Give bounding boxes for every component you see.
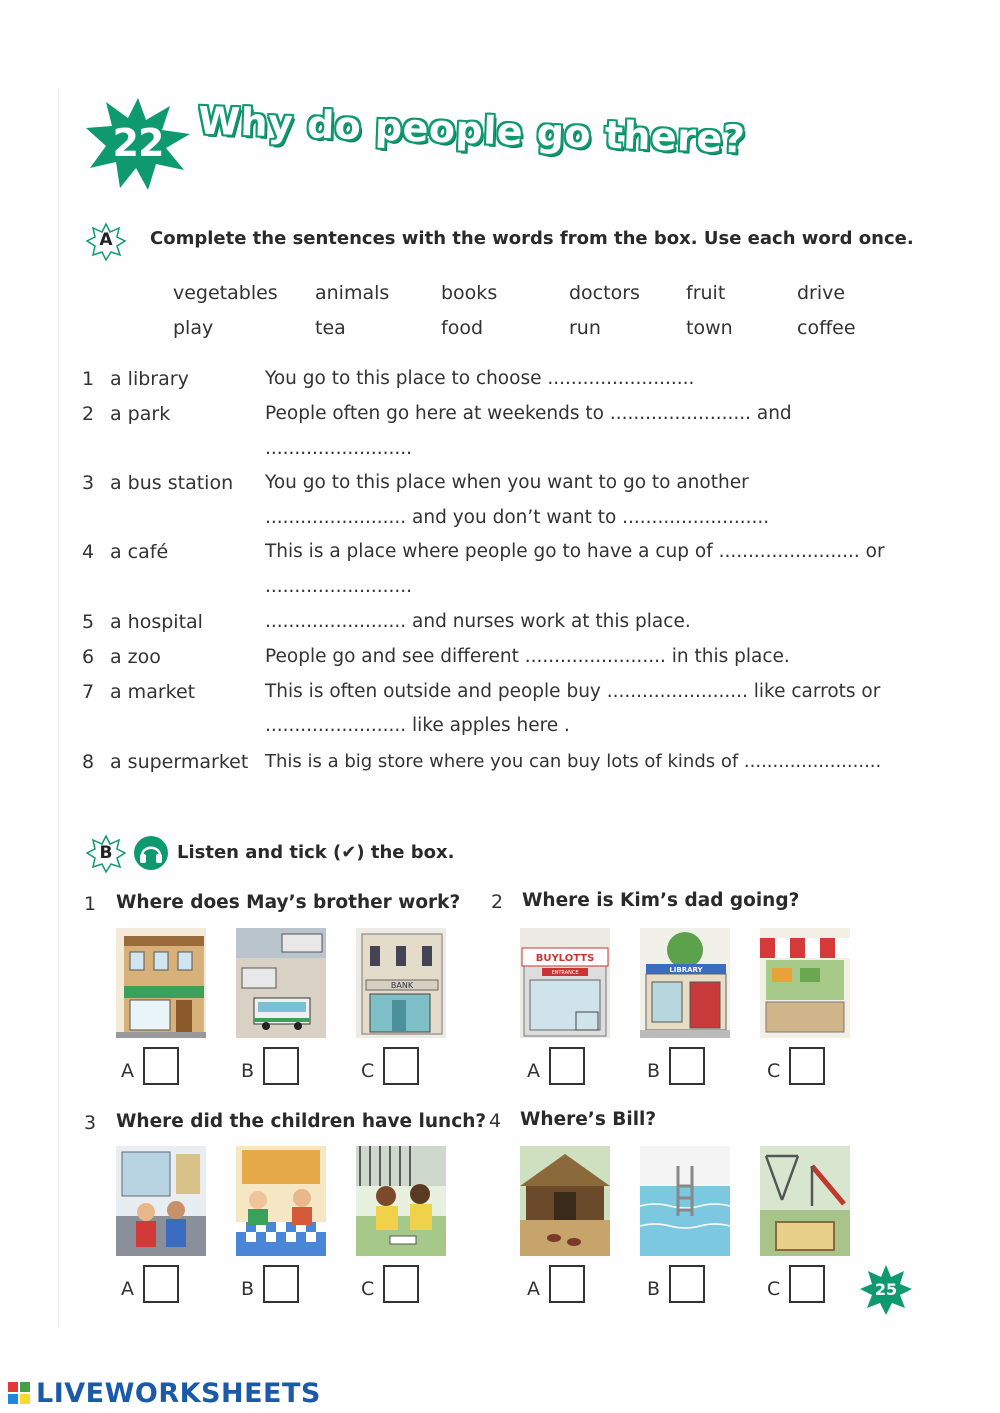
tick-box-q2-a[interactable] bbox=[549, 1047, 585, 1085]
word-box-item: vegetables bbox=[173, 282, 278, 304]
library-picture bbox=[640, 928, 730, 1038]
tick-box-q4-a[interactable] bbox=[549, 1265, 585, 1303]
office-picture bbox=[116, 1146, 206, 1256]
farm-picture bbox=[520, 1146, 610, 1256]
bus-station-picture bbox=[236, 928, 326, 1038]
option-letter: A bbox=[121, 1060, 134, 1082]
word-box-item: animals bbox=[315, 282, 390, 304]
svg-text:ENTRANCE: ENTRANCE bbox=[551, 970, 579, 976]
item-sentence[interactable]: This is often outside and people buy ........................ like carrots or bbox=[265, 681, 881, 702]
option-letter: A bbox=[527, 1278, 540, 1300]
option-letter: B bbox=[241, 1060, 255, 1082]
market-picture bbox=[760, 928, 850, 1038]
headphones-icon bbox=[133, 835, 169, 871]
item-number: 6 bbox=[82, 646, 95, 668]
tick-box-q1-c[interactable] bbox=[383, 1047, 419, 1085]
option-letter: C bbox=[361, 1060, 375, 1082]
item-sentence[interactable]: ........................ and you don’t want to ......................... bbox=[265, 507, 770, 528]
option-letter: A bbox=[121, 1278, 134, 1300]
question-text: Where’s Bill? bbox=[520, 1109, 657, 1130]
item-number: 7 bbox=[82, 681, 95, 703]
item-place: a library bbox=[110, 368, 189, 390]
question-text: Where does May’s brother work? bbox=[116, 892, 461, 913]
word-box-item: play bbox=[173, 317, 214, 339]
item-place: a supermarket bbox=[110, 751, 249, 773]
option-letter: C bbox=[361, 1278, 375, 1300]
item-number: 2 bbox=[82, 403, 95, 425]
question-text: Where is Kim’s dad going? bbox=[522, 890, 800, 911]
item-place: a market bbox=[110, 681, 196, 703]
cafe-picture bbox=[236, 1146, 326, 1256]
word-box-item: drive bbox=[797, 282, 846, 304]
word-box-item: town bbox=[686, 317, 733, 339]
svg-text:BUYLOTTS: BUYLOTTS bbox=[535, 953, 595, 964]
picnic-picture bbox=[356, 1146, 446, 1256]
bank-picture bbox=[356, 928, 446, 1038]
liveworksheets-logo-icon bbox=[8, 1382, 32, 1406]
item-place: a bus station bbox=[110, 472, 234, 494]
section-b-letter: B bbox=[99, 843, 113, 863]
unit-title: Why do people go there? bbox=[197, 98, 747, 162]
option-letter: B bbox=[241, 1278, 255, 1300]
item-number: 3 bbox=[82, 472, 95, 494]
item-place: a park bbox=[110, 403, 171, 425]
shop-picture bbox=[116, 928, 206, 1038]
page-number: 25 bbox=[874, 1280, 898, 1299]
word-box-item: fruit bbox=[686, 282, 726, 304]
item-number: 4 bbox=[82, 541, 95, 563]
question-text: Where did the children have lunch? bbox=[116, 1111, 487, 1132]
worksheet-page bbox=[58, 88, 1000, 1328]
item-sentence[interactable]: ........................ like apples here . bbox=[265, 715, 570, 736]
item-sentence[interactable]: ......................... bbox=[265, 438, 413, 459]
item-place: a hospital bbox=[110, 611, 203, 633]
item-sentence[interactable]: People go and see different ........................ in this place. bbox=[265, 646, 790, 667]
section-a-letter: A bbox=[99, 230, 113, 250]
option-letter: C bbox=[767, 1278, 781, 1300]
option-letter: C bbox=[767, 1060, 781, 1082]
svg-text:BANK: BANK bbox=[390, 981, 414, 990]
word-box-item: books bbox=[441, 282, 498, 304]
liveworksheets-brand[interactable]: LIVEWORKSHEETS bbox=[36, 1378, 321, 1409]
playground-picture bbox=[760, 1146, 850, 1256]
item-number: 8 bbox=[82, 751, 95, 773]
question-number: 1 bbox=[84, 893, 97, 915]
tick-box-q3-a[interactable] bbox=[143, 1265, 179, 1303]
tick-box-q4-c[interactable] bbox=[789, 1265, 825, 1303]
option-letter: A bbox=[527, 1060, 540, 1082]
item-sentence[interactable]: You go to this place when you want to go to another bbox=[265, 472, 749, 493]
tick-box-q2-b[interactable] bbox=[669, 1047, 705, 1085]
word-box-item: doctors bbox=[569, 282, 640, 304]
item-sentence[interactable]: People often go here at weekends to ........................ and bbox=[265, 403, 792, 424]
question-number: 3 bbox=[84, 1112, 97, 1134]
word-box-item: run bbox=[569, 317, 601, 339]
word-box-item: tea bbox=[315, 317, 346, 339]
word-box-item: food bbox=[441, 317, 483, 339]
item-sentence[interactable]: ......................... bbox=[265, 576, 413, 597]
tick-box-q2-c[interactable] bbox=[789, 1047, 825, 1085]
section-a-instruction: Complete the sentences with the words from the box. Use each word once. bbox=[150, 228, 914, 249]
question-number: 4 bbox=[489, 1110, 502, 1132]
word-box-item: coffee bbox=[797, 317, 856, 339]
item-sentence[interactable]: ........................ and nurses work at this place. bbox=[265, 611, 691, 632]
swimming-pool-picture bbox=[640, 1146, 730, 1256]
option-letter: B bbox=[647, 1060, 661, 1082]
tick-box-q4-b[interactable] bbox=[669, 1265, 705, 1303]
tick-box-q1-b[interactable] bbox=[263, 1047, 299, 1085]
unit-number: 22 bbox=[112, 121, 164, 165]
tick-box-q3-c[interactable] bbox=[383, 1265, 419, 1303]
svg-text:LIBRARY: LIBRARY bbox=[669, 966, 703, 974]
item-sentence[interactable]: This is a place where people go to have a cup of ........................ or bbox=[265, 541, 885, 562]
tick-box-q3-b[interactable] bbox=[263, 1265, 299, 1303]
option-letter: B bbox=[647, 1278, 661, 1300]
supermarket-picture bbox=[520, 928, 610, 1038]
item-place: a zoo bbox=[110, 646, 161, 668]
item-number: 1 bbox=[82, 368, 95, 390]
item-place: a café bbox=[110, 541, 169, 563]
item-sentence[interactable]: You go to this place to choose ......................... bbox=[265, 368, 695, 389]
item-sentence[interactable]: This is a big store where you can buy lots of kinds of ........................ bbox=[265, 751, 882, 772]
question-number: 2 bbox=[491, 891, 504, 913]
section-b-instruction: Listen and tick (✔) the box. bbox=[177, 842, 455, 863]
item-number: 5 bbox=[82, 611, 95, 633]
tick-box-q1-a[interactable] bbox=[143, 1047, 179, 1085]
